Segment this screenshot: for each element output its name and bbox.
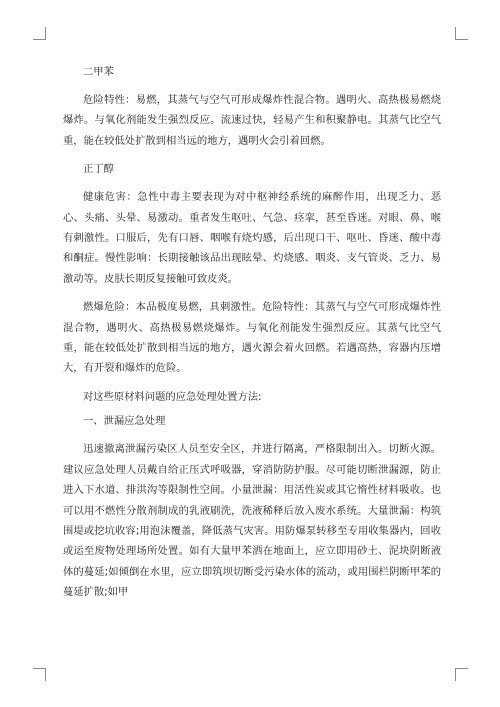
section-heading-leak-response: 一、泄漏应急处理 (83, 415, 166, 428)
section-heading-xylene: 二甲苯 (83, 66, 114, 78)
emergency-intro-paragraph: 对这些原材料问题的应急处理处置方法: (83, 390, 262, 403)
leak-response-paragraph: 迅速撤离泄漏污染区人员至安全区，并进行隔离，严格限制出入。切断火源。建议应急处理人员戴自给正压式呼吸器，穿消防防护服。尽可能切断泄漏源，防止进入下水道、排洪沟等限制性空间。小量泄漏：用活性炭或其它惰性材料吸收。也可以用不燃性分散剂制成的乳液刷洗，洗液稀释后放入废水系统。大量泄漏：构筑围堤或挖坑收容;用泡沫覆盖，降低蒸气灾害。用防爆泵转移至专用收集器内，回收或运至废物处理场所处置。如有大量甲苯洒在地面上，应立即用砂土、泥块阴断液体的蔓延;如倾倒在水里，应立即筑坝切断受污染水体的流动，或用围栏阴断甲苯的蔓延扩散;如甲 (63, 443, 441, 599)
butanol-health-paragraph: 健康危害：急性中毒主要表现为对中枢神经系统的麻醉作用，出现乏力、恶心、头痛、头晕、易激动。重者发生呕吐、气急、痉挛，甚至昏迷。对眼、鼻、喉有刺激性。口服后，先有口唇、咽喉有烧灼感，后出现口干、呕吐、昏迷、酸中毒和酮症。慢性影响：长期接触该品出现眩晕、灼烧感、咽炎、支气管炎、乏力、易激动等。皮肤长期反复接触可致皮炎。 (63, 191, 441, 285)
butanol-fire-paragraph: 燃爆危险：本品极度易燃，具刺激性。危险特性：其蒸气与空气可形成爆炸性混合物，遇明火、高热极易燃烧爆炸。与氧化剂能发生强烈反应。其蒸气比空气重，能在较低处扩散到相当远的地方，遇火源会着火回燃。若遇高热，容器内压增大，有开裂和爆炸的危险。 (63, 301, 441, 375)
section-heading-butanol: 正丁醇 (83, 163, 114, 176)
crop-mark-top-left (33, 27, 46, 40)
xylene-hazard-paragraph: 危险特性：易燃，其蒸气与空气可形成爆炸性混合物。遇明火、高热极易燃烧爆炸。与氧化剂能发生强烈反应。流速过快，轻易产生和积聚静电。其蒸气比空气重，能在较低处扩散到相当远的地方，遇明火会引着回燃。 (63, 94, 441, 147)
crop-mark-top-right (455, 27, 468, 40)
crop-mark-bottom-left (33, 668, 46, 681)
crop-mark-bottom-right (455, 668, 468, 681)
document-body (63, 62, 441, 611)
